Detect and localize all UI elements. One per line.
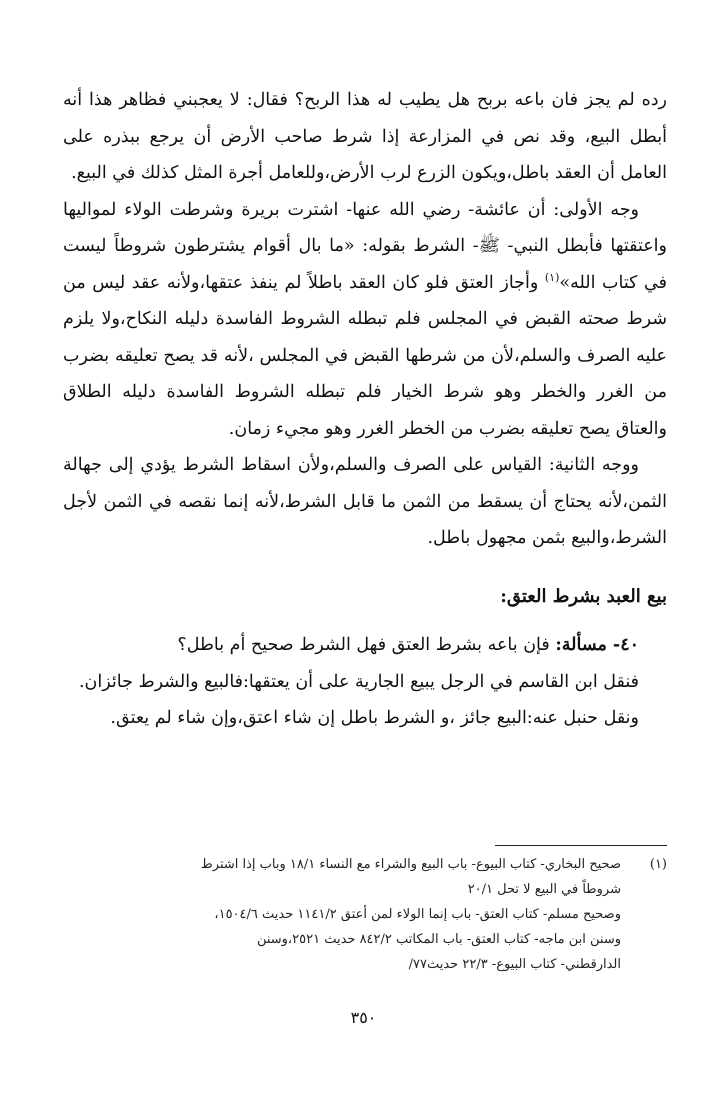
footnote-line: الدارقطني- كتاب البيوع- ٢٢/٣ حديث٧٧/ xyxy=(408,957,621,972)
section-heading: بيع العبد بشرط العتق: xyxy=(500,585,667,607)
footnote-number: (١) xyxy=(649,857,667,872)
paragraph-3: ووجه الثانية: القياس على الصرف والسلم،ولأن اسقاط الشرط يؤدي إلى جهالة الثمن،لأنه يحتاج أن يسقط من الثمن ما قابل الشرط،لأنه إنما نقصه في الثمن لأجل الشرط،والبيع بثمن مجهول باطل. xyxy=(63,455,667,548)
main-text xyxy=(63,82,667,737)
issue-text: فإن باعه بشرط العتق فهل الشرط صحيح أم باطل؟ xyxy=(177,635,556,655)
footnote-line: وسنن ابن ماجه- كتاب العتق- باب المكاتب ٨٤٢/٢ حديث ٢٥٢١،وسنن xyxy=(256,932,621,947)
footnote-line: شروطاً في البيع لا تحل ٢٠/١ xyxy=(467,882,621,897)
page-number: ٣٥٠ xyxy=(350,1008,377,1027)
footnote-line: صحيح البخاري- كتاب البيوع- باب البيع والشراء مع النساء ١٨/١ وباب إذا اشترط xyxy=(200,857,621,872)
paragraph-5: ونقل حنبل عنه:البيع جائز ،و الشرط باطل إن شاء اعتق،وإن شاء لم يعتق. xyxy=(110,708,639,728)
paragraph-4: فنقل ابن القاسم في الرجل يبيع الجارية على أن يعتقها:فالبيع والشرط جائزان. xyxy=(78,671,639,692)
issue-label: ٤٠- مسألة: xyxy=(555,635,639,655)
paragraph-1: رده لم يجز فان باعه بربح هل يطيب له هذا الربح؟ فقال: لا يعجبني فظاهر هذا أنه أبطل البيع، وقد نص في المزارعة إذا شرط صاحب الأرض أن يرجع ببذره على العامل أن العقد باطل،ويكون الزرع لرب الأرض،وللعامل أجرة المثل كذلك في البيع. xyxy=(63,90,667,183)
paragraph-2-continued: وأجاز العتق فلو كان العقد باطلاً لم ينفذ عتقها،ولأنه عقد ليس من شرط صحته القبض في المجلس فلم تبطله الشروط الفاسدة دليله النكاح،ولا يلزم عليه الصرف والسلم،لأن من شرطها القبض في المجلس ،لأنه قد يصح تعليقه بضرب من الغرر والخطر وهو شرط الخيار فلم تبطله الشروط الفاسدة دليله الطلاق والعتاق يصح تعليقه بضرب من الخطر الغرر وهو مجيء زمان. xyxy=(63,272,667,439)
issue-paragraph xyxy=(63,627,667,664)
paragraph-2 xyxy=(63,192,667,448)
footnote-line: وصحيح مسلم- كتاب العتق- باب إنما الولاء لمن أعتق ١١٤١/٢ حديث ١٥٠٤/٦، xyxy=(214,907,621,922)
footnote-divider xyxy=(495,845,667,846)
footnote-reference: (١) xyxy=(544,270,560,284)
footnotes xyxy=(63,852,667,977)
footnote-1 xyxy=(63,852,667,902)
paragraph-2-text: وجه الأولى: أن عائشة- رضي الله عنها- اشترت بريرة وشرطت الولاء لمواليها واعتقتها فأبطل النبي- ﷺ- الشرط بقوله: «ما بال أقوام يشترطون شروطاً ليست في كتاب الله» xyxy=(63,199,668,293)
